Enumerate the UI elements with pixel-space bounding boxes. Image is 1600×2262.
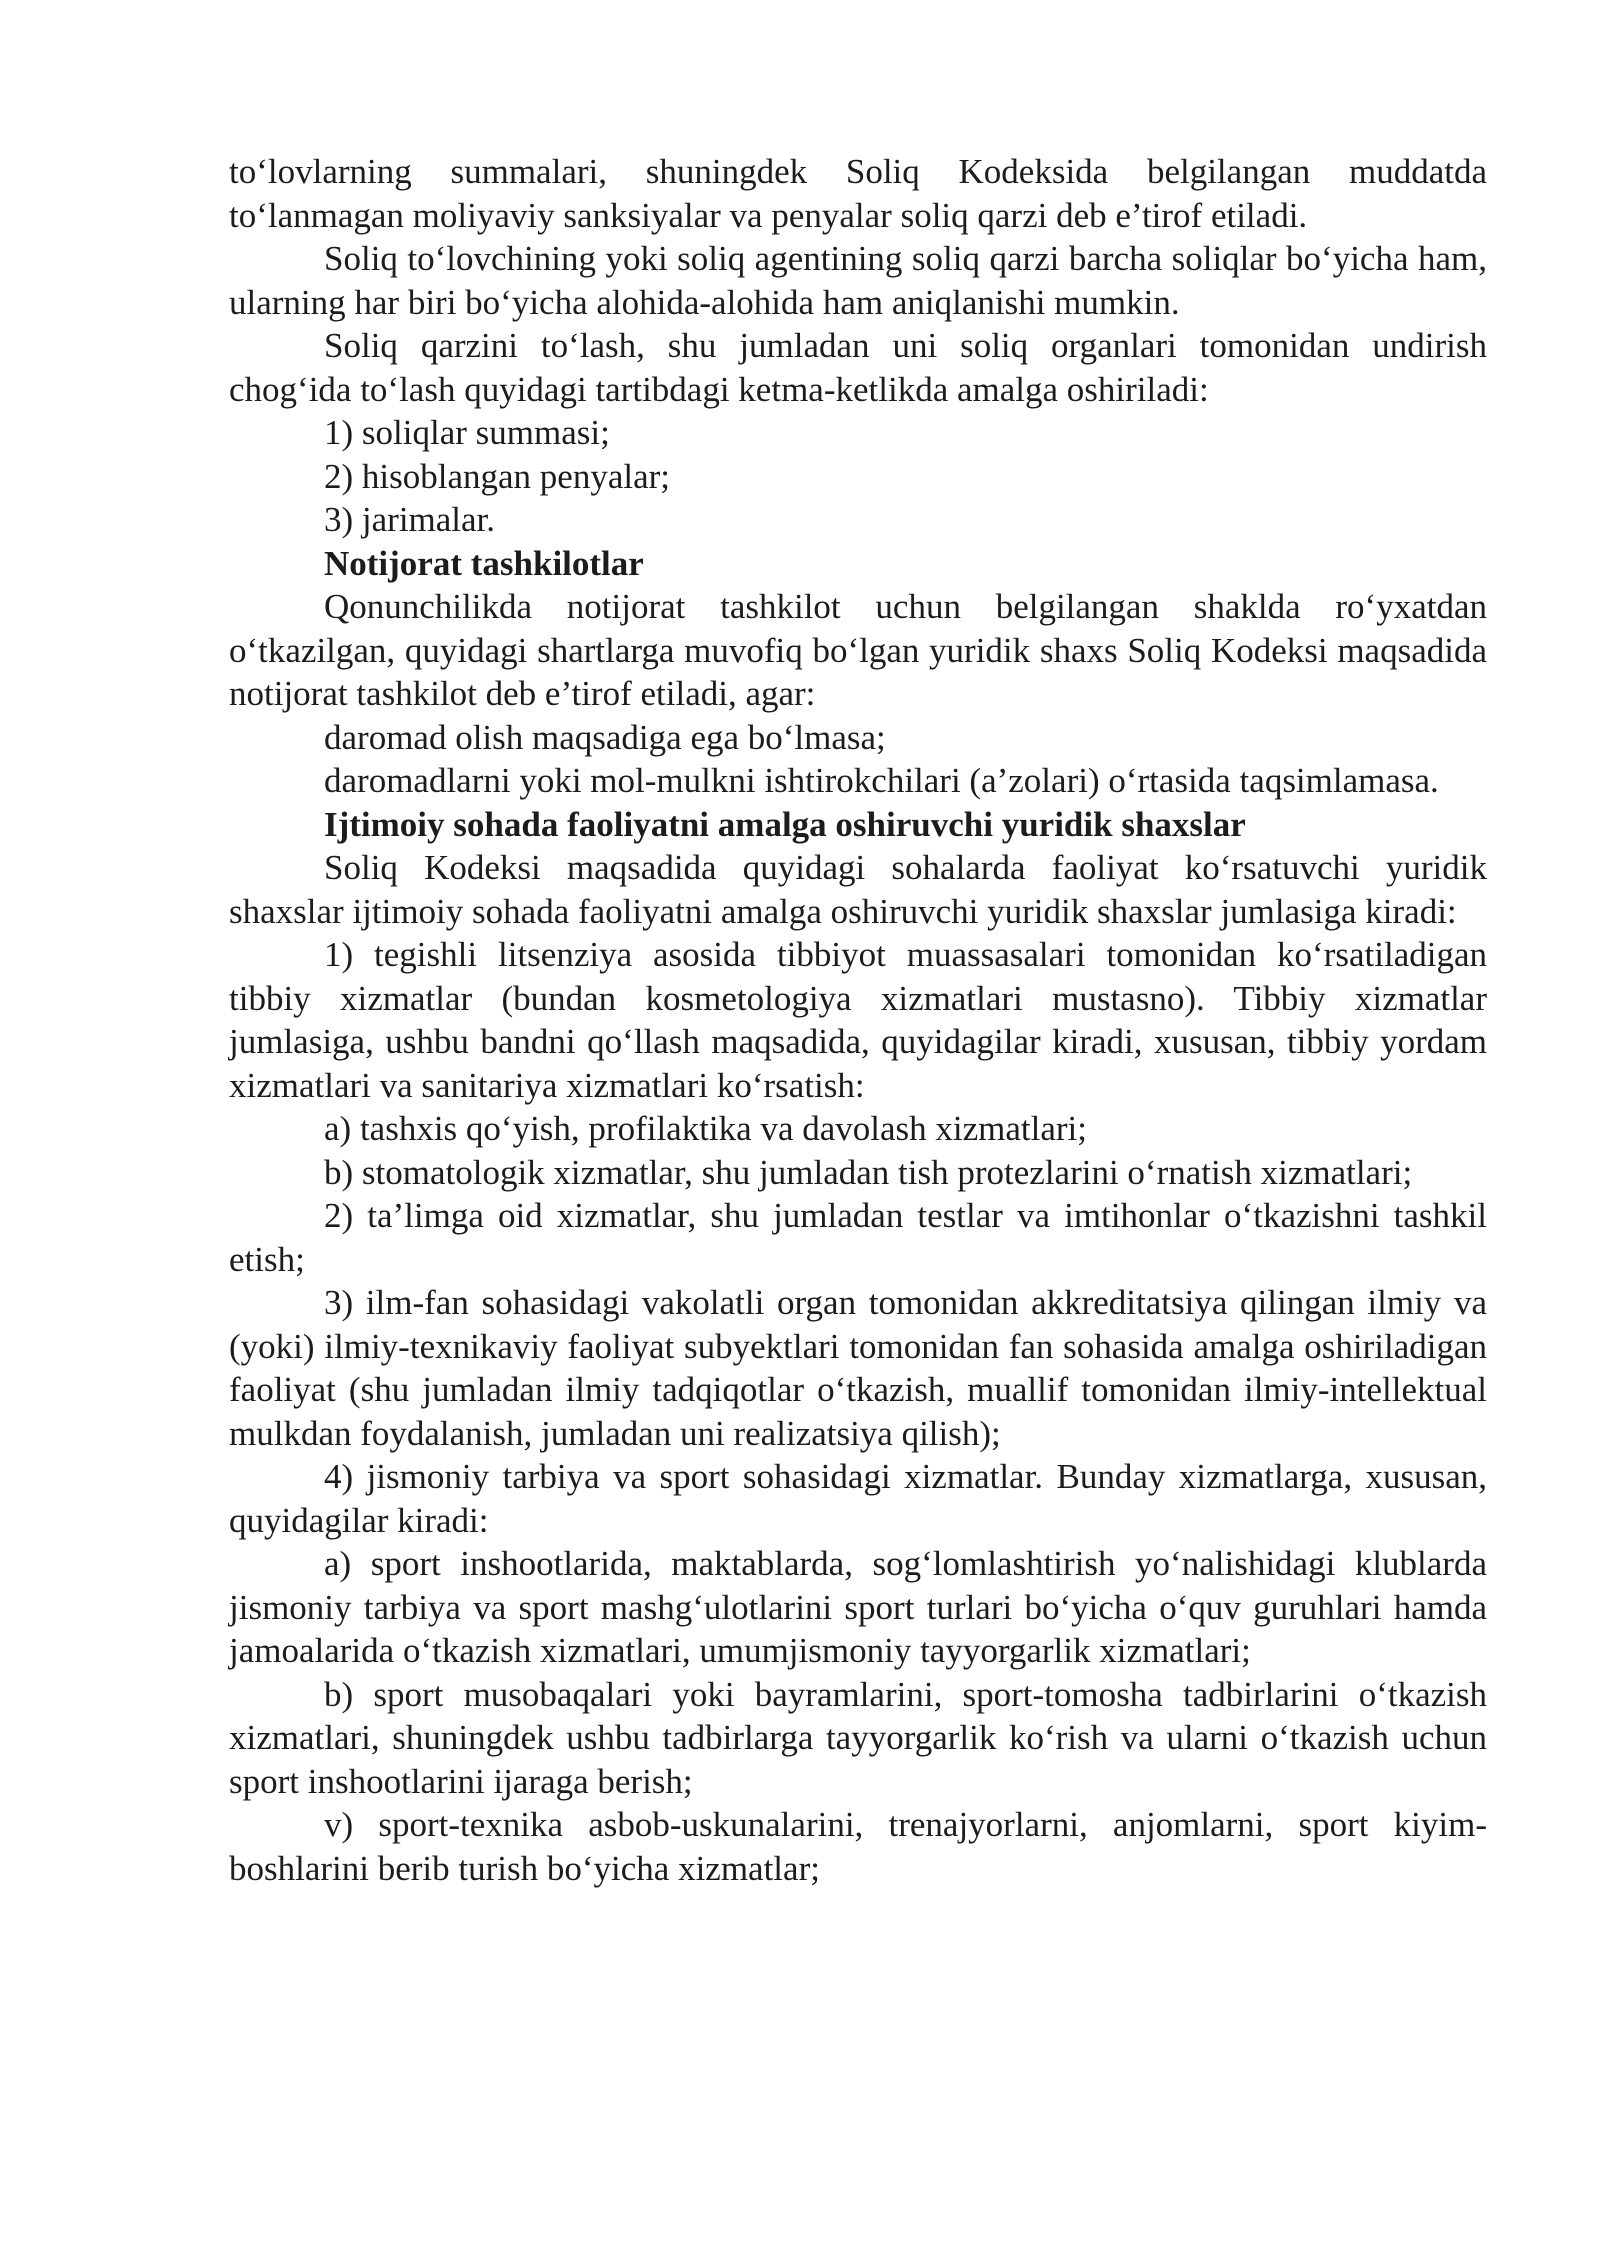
section-heading: Notijorat tashkilotlar (324, 543, 644, 583)
list-item: daromadlarni yoki mol-mulkni ishtirokchilari (a’zolari) o‘rtasida taqsimlamasa. (324, 761, 1439, 800)
paragraph: Soliq qarzini to‘lash, shu jumladan uni soliq organlari tomonidan undirish chog‘ida to‘lash quyidagi tartibdagi ketma-ketlikda amalga oshiriladi: (229, 326, 1487, 409)
list-item: 2) hisoblangan penyalar; (324, 456, 671, 496)
list-item: a) tashxis qo‘yish, profilaktika va davolash xizmatlari; (324, 1109, 1087, 1148)
list-item: 4) jismoniy tarbiya va sport sohasidagi xizmatlar. Bunday xizmatlarga, xususan, quyidagilar kiradi: (229, 1457, 1487, 1540)
list-item: 3) ilm-fan sohasidagi vakolatli organ tomonidan akkreditatsiya qilingan ilmiy va (yoki) ilmiy-texnikaviy faoliyat subyektlari tomonidan fan sohasida amalga oshiriladigan faoliyat (shu jumladan ilmiy tadqiqotlar o‘tkazish, muallif tomonidan ilmiy-intellektual mulkdan foydalanish, jumladan uni realizatsiya qilish); (229, 1283, 1487, 1453)
list-item: v) sport-texnika asbob-uskunalarini, trenajyorlarni, anjomlarni, sport kiyim-boshlarini berib turish bo‘yicha xizmatlar; (229, 1805, 1487, 1888)
paragraph-continuation: to‘lovlarning summalari, shuningdek Soliq Kodeksida belgilangan muddatda to‘lanmagan moliyaviy sanksiyalar va penyalar soliq qarzi deb e’tirof etiladi. (229, 152, 1487, 235)
list-item: 1) soliqlar summasi; (324, 413, 610, 452)
paragraph: Qonunchilikda notijorat tashkilot uchun belgilangan shaklda ro‘yxatdan o‘tkazilgan, quyidagi shartlarga muvofiq bo‘lgan yuridik shaxs Soliq Kodeksi maqsadida notijorat tashkilot deb e’tirof etiladi, agar: (229, 587, 1487, 713)
list-item: 2) ta’limga oid xizmatlar, shu jumladan testlar va imtihonlar o‘tkazishni tashkil etish; (229, 1196, 1487, 1279)
document-page (229, 150, 1487, 1890)
paragraph: Soliq Kodeksi maqsadida quyidagi sohalarda faoliyat ko‘rsatuvchi yuridik shaxslar ijtimoiy sohada faoliyatni amalga oshiruvchi yuridik shaxslar jumlasiga kiradi: (229, 848, 1487, 931)
list-item: 3) jarimalar. (324, 500, 496, 539)
section-heading: Ijtimoiy sohada faoliyatni amalga oshiruvchi yuridik shaxslar (324, 804, 1246, 844)
list-item: b) stomatologik xizmatlar, shu jumladan tish protezlarini o‘rnatish xizmatlari; (324, 1152, 1413, 1192)
list-item: daromad olish maqsadiga ega bo‘lmasa; (324, 717, 886, 757)
list-item: b) sport musobaqalari yoki bayramlarini, sport-tomosha tadbirlarini o‘tkazish xizmatlari, shuningdek ushbu tadbirlarga tayyorgarlik ko‘rish va ularni o‘tkazish uchun sport inshootlarini ijaraga berish; (229, 1674, 1487, 1801)
paragraph: Soliq to‘lovchining yoki soliq agentining soliq qarzi barcha soliqlar bo‘yicha ham, ularning har biri bo‘yicha alohida-alohida ham aniqlanishi mumkin. (229, 239, 1487, 322)
list-item: 1) tegishli litsenziya asosida tibbiyot muassasalari tomonidan ko‘rsatiladigan tibbiy xizmatlar (bundan kosmetologiya xizmatlari mustasno). Tibbiy xizmatlar jumlasiga, ushbu bandni qo‘llash maqsadida, quyidagilar kiradi, xususan, tibbiy yordam xizmatlari va sanitariya xizmatlari ko‘rsatish: (229, 935, 1487, 1105)
list-item: a) sport inshootlarida, maktablarda, sog‘lomlashtirish yo‘nalishidagi klublarda jismoniy tarbiya va sport mashg‘ulotlarini sport turlari bo‘yicha o‘quv guruhlari hamda jamoalarida o‘tkazish xizmatlari, umumjismoniy tayyorgarlik xizmatlari; (229, 1544, 1487, 1670)
